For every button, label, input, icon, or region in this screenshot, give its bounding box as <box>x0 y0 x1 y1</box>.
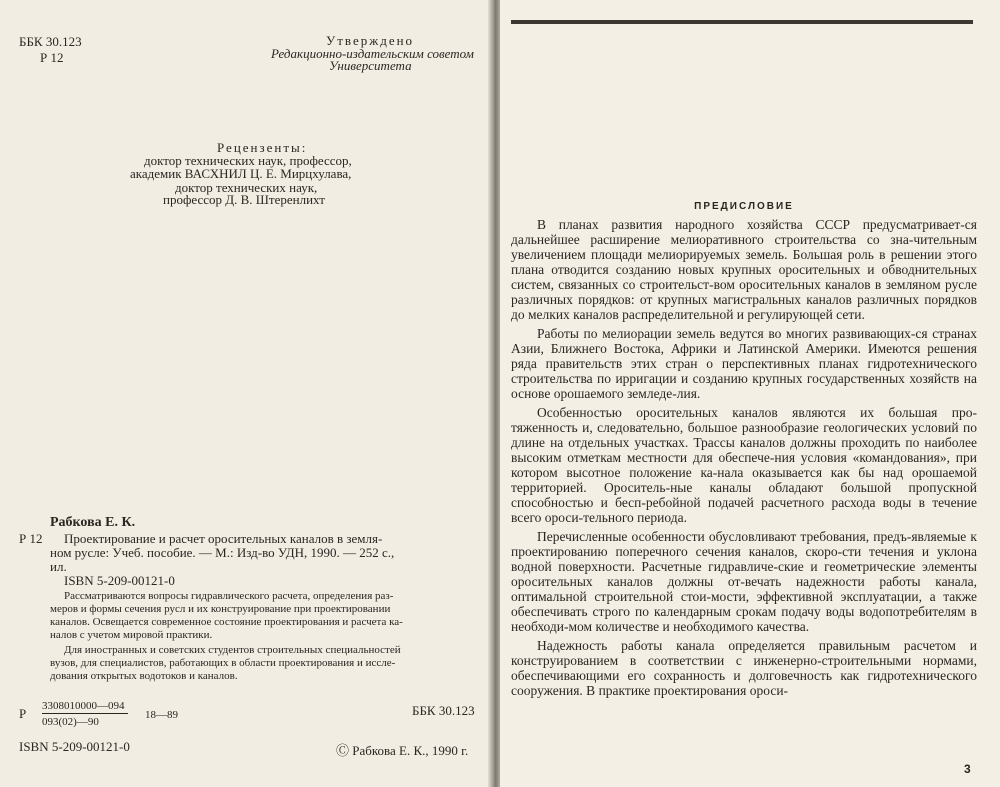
page-number: 3 <box>964 762 971 776</box>
catalog-code-top: Р 12 <box>40 50 64 65</box>
annotation-line: вузов, для специалистов, работающих в области проектирования и иссле- <box>50 657 396 669</box>
fraction-line <box>42 713 128 714</box>
preface-paragraph: Особенностью оросительных каналов являются их большая про-тяженность и, следовательно, большое разнообразие геологических условий по длине на отдельных участках. Трассы каналов должны проходить по наиболее высоким отметкам местности для обеспече-ния условия «командования», при котором высотное положение ка-нала оказывается как бы над орошаемой территорией. Ороситель-ные каналы обладают большой пропускной способностью и бесп-ребойной подачей расчетного расхода воды в течение всего ороси-тельного периода. <box>511 405 977 525</box>
annotation-line: дования открытых водотоков и каналов. <box>50 670 238 682</box>
annotation-line: меров и формы сечения русл и их конструирование при проектировании <box>50 603 391 615</box>
annotation-line: каналов. Освещается современное состояние проектирования и расчета ка- <box>50 616 403 628</box>
top-rule <box>511 20 973 24</box>
preface-heading: ПРЕДИСЛОВИЕ <box>694 201 794 212</box>
footer-code-side: 18—89 <box>145 709 178 721</box>
reviewer-line-1: доктор технических наук, профессор, <box>144 153 352 168</box>
author-name: Рабкова Е. К. <box>50 515 136 530</box>
preface-body <box>511 217 977 702</box>
copyright-line: Ⓒ Рабкова Е. К., 1990 г. <box>336 743 469 758</box>
footer-p-letter: Р <box>19 706 27 721</box>
reviewer-line-2: академик ВАСХНИЛ Ц. Е. Мирцхулава, <box>130 166 352 181</box>
bib-line-3: ил. <box>50 559 67 574</box>
preface-paragraph: Перечисленные особенности обусловливают требования, предъ-являемые к проектированию поперечного сечения каналов, скоро-сти течения и уклона водной поверхности. Расчетные гидравличе-ские и геометрические элементы оросительных каналов должны от-вечать надежности работы канала, оптимальной строительной стои-мости, эффективной эксплуатации, а также обеспечивать строго по календарным срокам подачу воды водопотребителям в необходи-мом количестве и необходимого качества. <box>511 529 977 634</box>
bbk-code-top: ББК 30.123 <box>19 34 82 49</box>
bib-line-2: ном русле: Учеб. пособие. — М.: Изд-во УДН, 1990. — 252 с., <box>50 545 395 560</box>
annotation-line: Для иностранных и советских студентов строительных специальностей <box>64 644 401 656</box>
left-page <box>0 0 492 787</box>
annotation-line: Рассматриваются вопросы гидравлического расчета, определения раз- <box>64 590 394 602</box>
approved-line-1: Редакционно-издательским советом <box>271 46 474 61</box>
annotation-line: налов с учетом мировой практики. <box>50 629 213 641</box>
approved-title: Утверждено <box>326 33 415 48</box>
preface-paragraph: Работы по мелиорации земель ведутся во многих развивающих-ся странах Азии, Ближнего Востока, Африки и Латинской Америки. Имеются решения ряда правительств этих стран о перспективных планах гидротехнического строительства по ирригации и созданию крупных государственных хозяйств на основе орошаемого земледе-лия. <box>511 326 977 401</box>
bib-line-1: Проектирование и расчет оросительных каналов в земля- <box>64 531 383 546</box>
isbn-line: ISBN 5-209-00121-0 <box>64 573 175 588</box>
approved-line-2: Университета <box>329 58 412 73</box>
footer-code-numerator: 3308010000—094 <box>42 700 125 712</box>
catalog-code-mid: Р 12 <box>19 531 43 546</box>
reviewer-line-3: доктор технических наук, <box>175 180 318 195</box>
reviewers-title: Рецензенты: <box>217 140 308 155</box>
footer-bbk: ББК 30.123 <box>412 703 475 718</box>
annotation <box>50 590 482 683</box>
footer-isbn: ISBN 5-209-00121-0 <box>19 739 130 754</box>
preface-paragraph: В планах развития народного хозяйства СССР предусматривает-ся дальнейшее расширение мелиоративного строительства со зна-чительным увеличением площади мелиорируемых земель. Большая роль в решении этого плана отводится созданию новых крупных оросительных и обводнительных систем, связанных со строительст-вом оросительных каналов в земляном русле различных порядков: от крупных магистральных каналов различных порядков до мелких каналов распределительной и регулирующей сети. <box>511 217 977 322</box>
footer-code-denominator: 093(02)—90 <box>42 716 99 728</box>
reviewer-line-4: профессор Д. В. Штеренлихт <box>163 192 325 207</box>
preface-paragraph: Надежность работы канала определяется правильным расчетом и конструированием в соответствии с инженерно-строительными нормами, обеспечивающими его сохранность и долговечность как гидротехнического сооружения. В практике проектирования ороси- <box>511 638 977 698</box>
